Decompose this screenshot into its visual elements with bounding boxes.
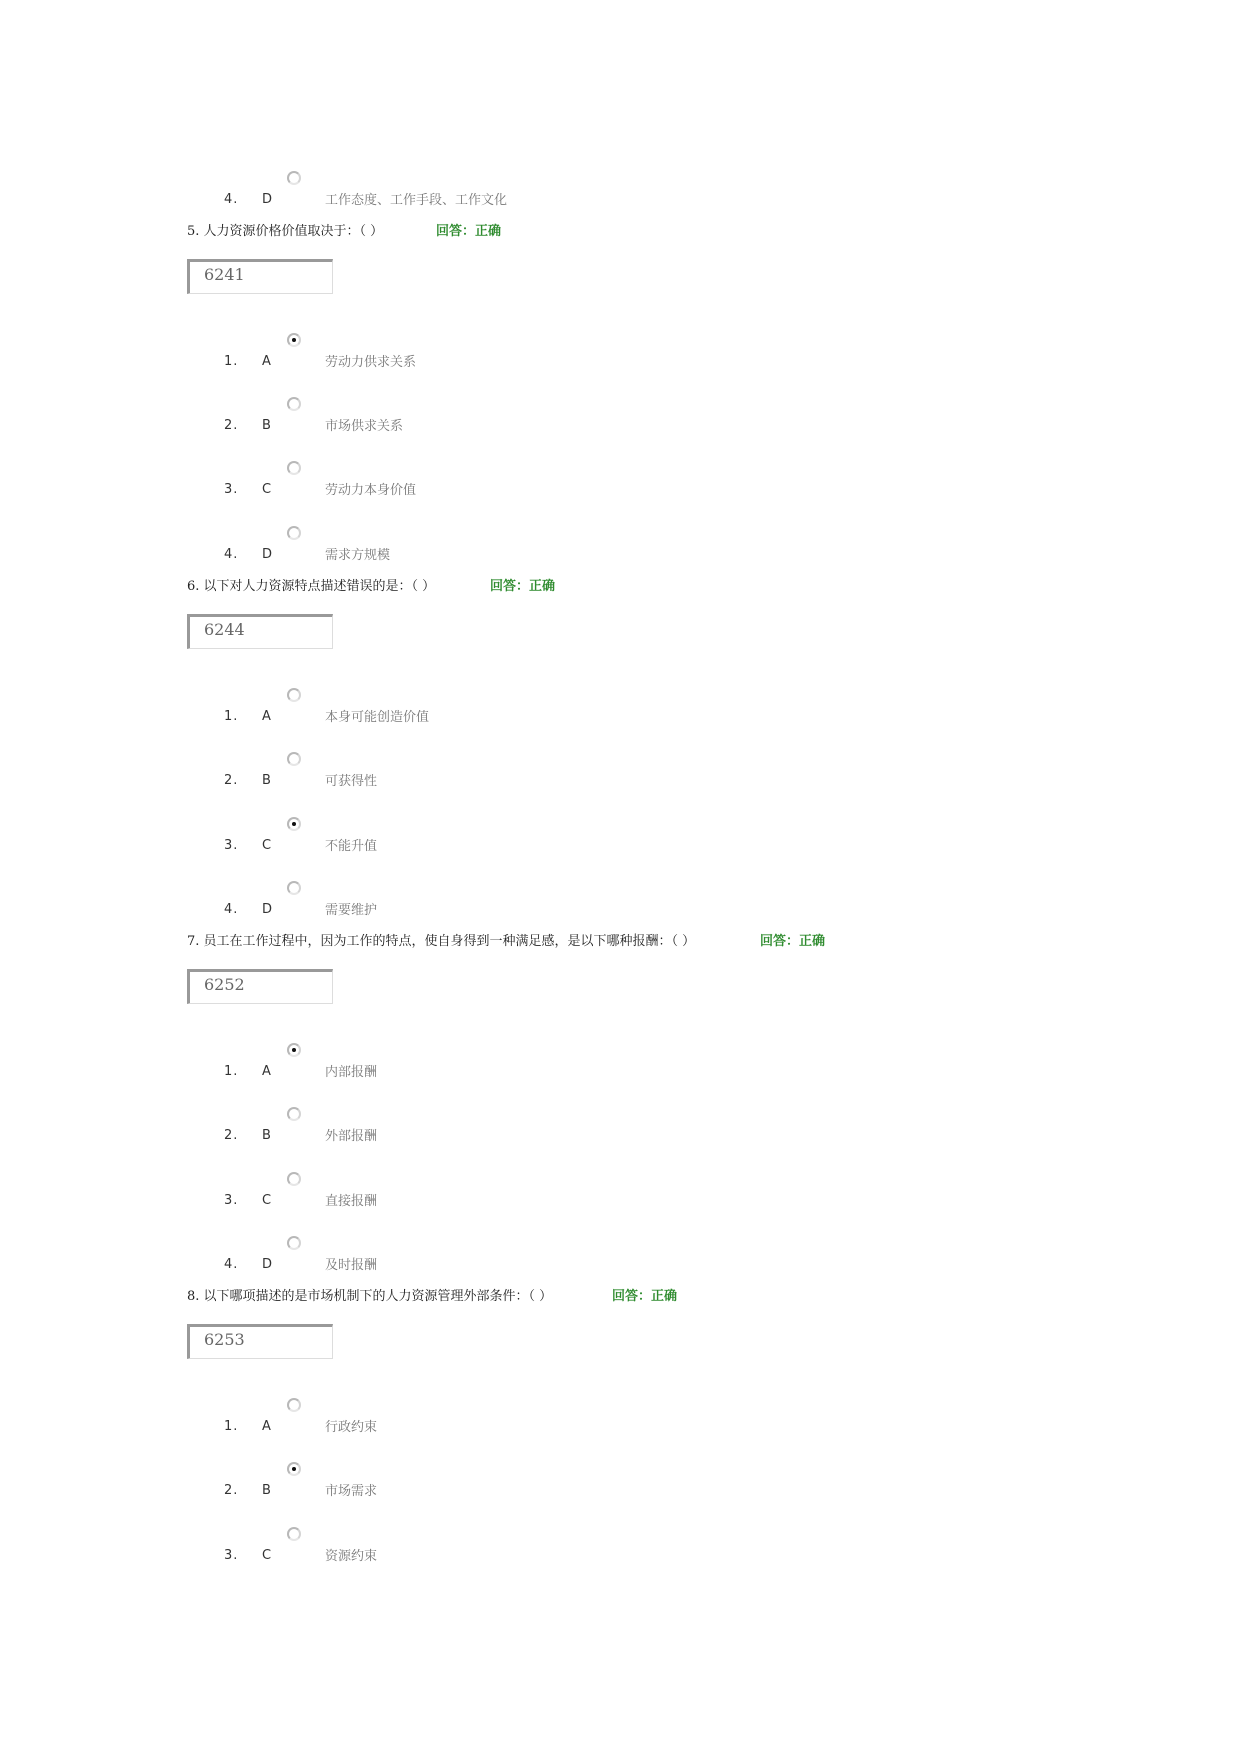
option-number: 2. — [224, 1483, 239, 1498]
option-letter: B — [262, 1483, 271, 1498]
option-letter: B — [262, 418, 271, 433]
option-number: 2. — [224, 1128, 239, 1143]
radio-button[interactable] — [287, 1398, 301, 1412]
option-text: 及时报酬 — [325, 1258, 378, 1273]
question-title: 6. 以下对人力资源特点描述错误的是：（ ） — [187, 579, 436, 594]
option-text: 直接报酬 — [325, 1194, 378, 1209]
option-text: 资源约束 — [325, 1549, 378, 1564]
radio-button[interactable] — [287, 1043, 301, 1057]
question-title: 8. 以下哪项描述的是市场机制下的人力资源管理外部条件：（ ） — [187, 1289, 553, 1304]
option-letter: C — [262, 1548, 272, 1563]
option-row[interactable] — [0, 750, 800, 790]
option-text: 劳动力供求关系 — [325, 355, 417, 370]
radio-button[interactable] — [287, 817, 301, 831]
radio-button[interactable] — [287, 1527, 301, 1541]
question-code-box: 6252 — [187, 969, 333, 1004]
radio-button[interactable] — [287, 1172, 301, 1186]
option-letter: A — [262, 354, 271, 369]
option-letter: D — [262, 192, 273, 207]
option-text: 劳动力本身价值 — [325, 483, 417, 498]
option-row[interactable] — [0, 1170, 800, 1210]
question-title: 5. 人力资源价格价值取决于：（ ） — [187, 224, 384, 239]
radio-button[interactable] — [287, 526, 301, 540]
option-row[interactable] — [0, 1396, 800, 1436]
option-row[interactable] — [0, 331, 800, 371]
option-text: 市场供求关系 — [325, 419, 404, 434]
option-number: 4. — [224, 192, 239, 207]
answer-status: 回答：正确 — [760, 934, 826, 949]
option-letter: A — [262, 1064, 271, 1079]
option-letter: D — [262, 1257, 273, 1272]
radio-button[interactable] — [287, 752, 301, 766]
option-letter: C — [262, 482, 272, 497]
option-row[interactable] — [0, 879, 800, 919]
radio-button[interactable] — [287, 688, 301, 702]
option-text: 本身可能创造价值 — [325, 710, 430, 725]
option-text: 需要维护 — [325, 903, 378, 918]
option-letter: A — [262, 1419, 271, 1434]
option-number: 3. — [224, 1193, 239, 1208]
option-row[interactable] — [0, 524, 800, 564]
option-letter: B — [262, 773, 271, 788]
option-row[interactable] — [0, 1460, 800, 1500]
option-row[interactable] — [0, 815, 800, 855]
option-number: 1. — [224, 709, 239, 724]
option-letter: C — [262, 1193, 272, 1208]
question-code-box: 6253 — [187, 1324, 333, 1359]
option-row[interactable] — [0, 1234, 800, 1274]
option-row[interactable] — [0, 686, 800, 726]
option-letter: D — [262, 547, 273, 562]
option-text: 行政约束 — [325, 1420, 378, 1435]
option-number: 3. — [224, 838, 239, 853]
question-title: 7. 员工在工作过程中，因为工作的特点，使自身得到一种满足感，是以下哪种报酬：（ ） — [187, 934, 696, 949]
option-text: 工作态度、工作手段、工作文化 — [325, 193, 508, 208]
option-number: 1. — [224, 354, 239, 369]
option-letter: B — [262, 1128, 271, 1143]
option-row[interactable] — [0, 1105, 800, 1145]
option-number: 4. — [224, 1257, 239, 1272]
radio-button[interactable] — [287, 881, 301, 895]
radio-button[interactable] — [287, 1107, 301, 1121]
option-number: 4. — [224, 902, 239, 917]
option-number: 3. — [224, 1548, 239, 1563]
option-number: 3. — [224, 482, 239, 497]
question-code-box: 6244 — [187, 614, 333, 649]
option-text: 内部报酬 — [325, 1065, 378, 1080]
option-number: 2. — [224, 418, 239, 433]
answer-status: 回答：正确 — [612, 1289, 678, 1304]
option-text: 可获得性 — [325, 774, 378, 789]
option-number: 1. — [224, 1419, 239, 1434]
radio-button[interactable] — [287, 333, 301, 347]
option-number: 2. — [224, 773, 239, 788]
radio-button[interactable] — [287, 461, 301, 475]
option-letter: A — [262, 709, 271, 724]
option-text: 需求方规模 — [325, 548, 391, 563]
question-code-box: 6241 — [187, 259, 333, 294]
option-text: 市场需求 — [325, 1484, 378, 1499]
radio-button[interactable] — [287, 1462, 301, 1476]
option-text: 外部报酬 — [325, 1129, 378, 1144]
answer-status: 回答：正确 — [490, 579, 556, 594]
option-row[interactable] — [0, 1525, 800, 1565]
option-number: 4. — [224, 547, 239, 562]
option-letter: D — [262, 902, 273, 917]
option-row[interactable] — [0, 395, 800, 435]
option-number: 1. — [224, 1064, 239, 1079]
radio-button[interactable] — [287, 1236, 301, 1250]
radio-button[interactable] — [287, 171, 301, 185]
option-row[interactable] — [0, 459, 800, 499]
answer-status: 回答：正确 — [436, 224, 502, 239]
option-letter: C — [262, 838, 272, 853]
option-text: 不能升值 — [325, 839, 378, 854]
option-row[interactable] — [0, 1041, 800, 1081]
radio-button[interactable] — [287, 397, 301, 411]
option-row[interactable] — [0, 169, 800, 209]
